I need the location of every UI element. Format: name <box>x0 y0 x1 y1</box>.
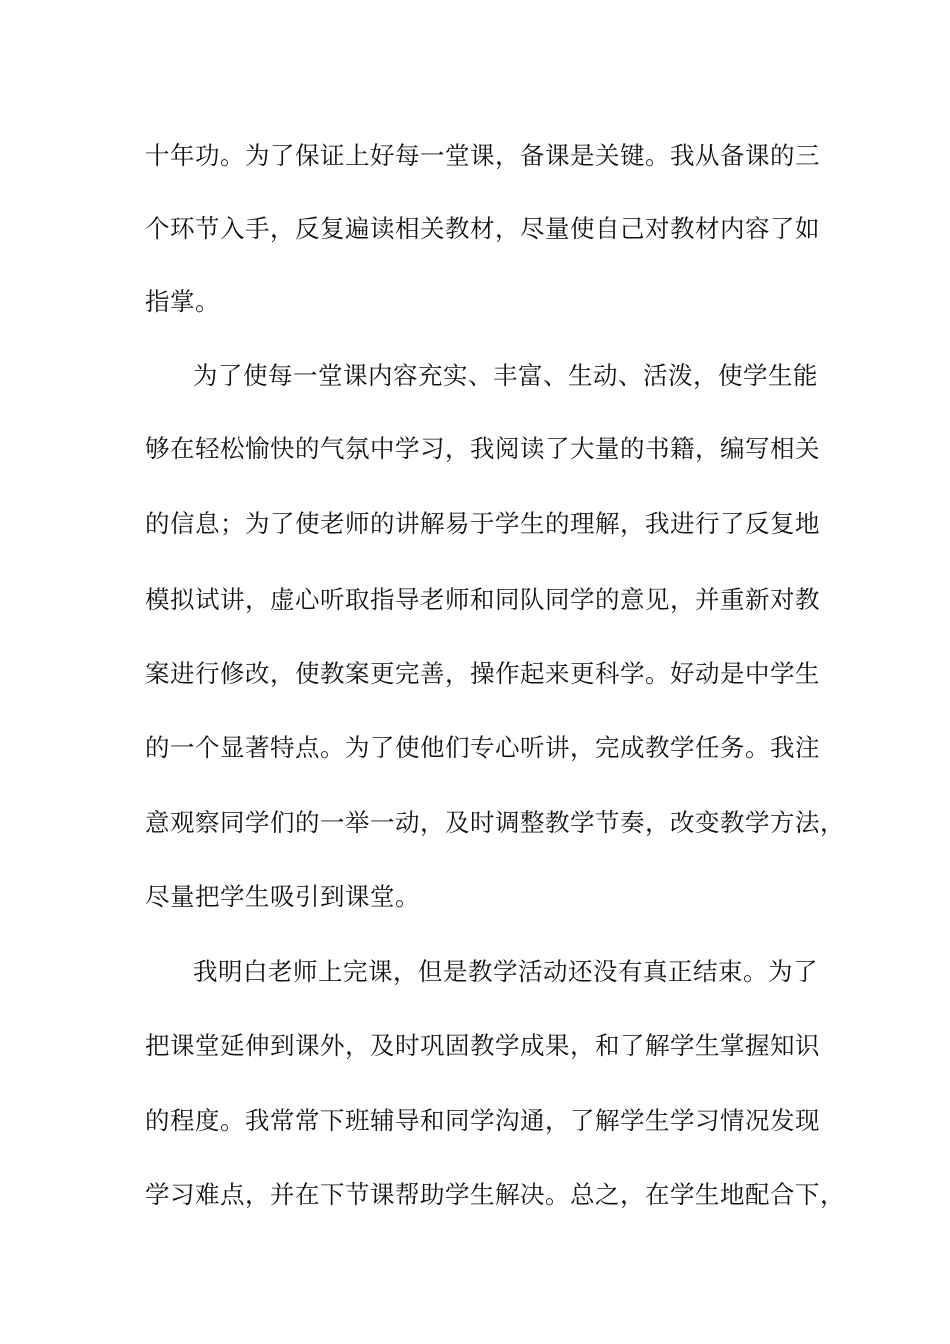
text-line: 的信息；为了使老师的讲解易于学生的理解，我进行了反复地 <box>145 509 820 538</box>
text-line: 意观察同学们的一举一动，及时调整教学节奏，改变教学方法， <box>145 808 845 837</box>
text-line: 够在轻松愉快的气氛中学习，我阅读了大量的书籍，编写相关 <box>145 434 820 463</box>
text-line: 把课堂延伸到课外，及时巩固教学成果，和了解学生掌握知识 <box>145 1031 820 1060</box>
paragraph-first-line: 为了使每一堂课内容充实、丰富、生动、活泼，使学生能 <box>193 361 818 390</box>
text-line: 学习难点，并在下节课帮助学生解决。总之，在学生地配合下， <box>145 1180 845 1209</box>
text-line: 个环节入手，反复遍读相关教材，尽量使自己对教材内容了如 <box>145 214 820 243</box>
paragraph-first-line: 我明白老师上完课，但是教学活动还没有真正结束。为了 <box>193 957 818 986</box>
text-line: 尽量把学生吸引到课堂。 <box>145 882 420 911</box>
text-line: 案进行修改，使教案更完善，操作起来更科学。好动是中学生 <box>145 659 820 688</box>
text-line: 的一个显著特点。为了使他们专心听讲，完成教学任务。我注 <box>145 733 820 762</box>
text-line: 指掌。 <box>145 287 220 316</box>
text-line: 模拟试讲，虚心听取指导老师和同队同学的意见，并重新对教 <box>145 585 820 614</box>
text-line: 十年功。为了保证上好每一堂课，备课是关键。我从备课的三 <box>145 141 820 170</box>
text-line: 的程度。我常常下班辅导和同学沟通，了解学生学习情况发现 <box>145 1106 820 1135</box>
